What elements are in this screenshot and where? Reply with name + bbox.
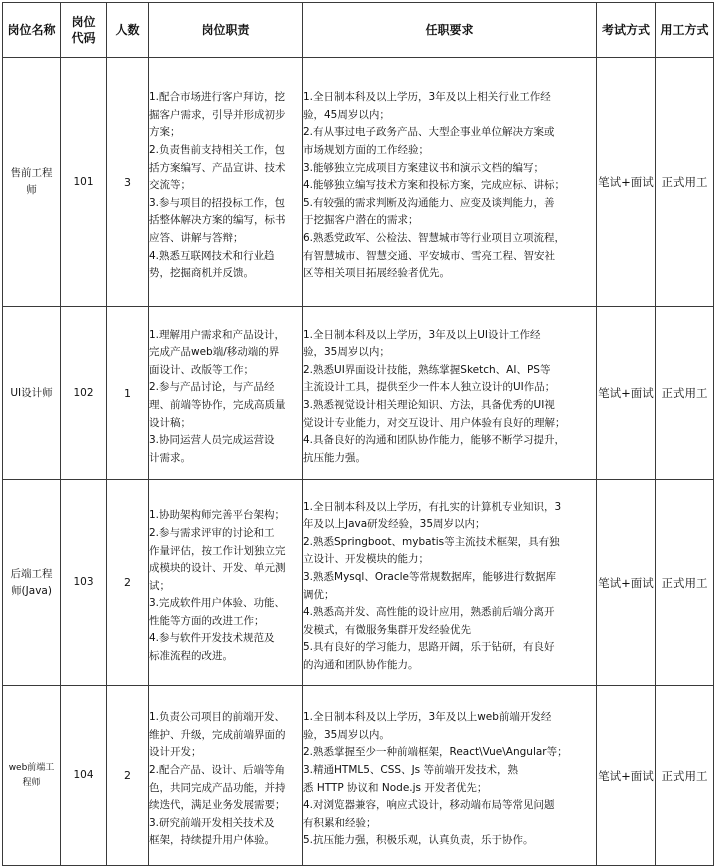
duty-line: 2.参与产品讨论，与产品经 [149,381,275,394]
duty-line: 2.配合产品、设计、后端等角 [149,763,286,776]
requirement-line: 2.熟悉掌握至少一种前端框架，React\Vue\Angular等； [303,746,568,759]
requirement-line: 3.熟悉Mysql、Oracle等常规数据库，能够进行数据库 [303,570,557,583]
duty-line: 1.负责公司项目的前端开发、 [149,711,286,724]
requirement-line: 4.对浏览器兼容，响应式设计，移动端布局等常见问题 [303,799,555,812]
duty-line: 势，挖掘商机并反馈。 [149,267,254,280]
duty-line: 方案； [149,126,181,139]
requirement-line: 5.抗压能力强，积极乐观，认真负责，乐于协作。 [303,834,534,847]
requirements-cell [303,480,597,686]
position-name: 售前工程 师 [3,58,61,307]
requirement-line: 调优； [303,588,335,601]
duty-line: 色，共同完成产品功能，并持 [149,781,286,794]
duty-line: 计需求。 [149,451,191,464]
duties-cell [149,480,303,686]
requirement-line: 有积累和经验； [303,816,377,829]
duty-line: 掘客户需求，引导并形成初步 [149,108,286,121]
requirement-line: 抗压能力强。 [303,451,366,464]
header-code: 岗位 代码 [61,3,107,58]
duty-line: 括方案编写、产品宣讲、技术 [149,161,286,174]
headcount: 2 [107,480,149,686]
requirement-line: 4.熟悉高并发、高性能的设计应用，熟悉前后端分离开 [303,606,555,619]
requirement-line: 区等相关项目拓展经验者优先。 [303,267,450,280]
requirement-line: 1.全日制本科及以上学历，3年及以上UI设计工作经 [303,328,541,341]
requirement-line: 验，45周岁以内； [303,108,390,121]
header-count: 人数 [107,3,149,58]
requirement-line: 发模式，有微服务集群开发经验优先 [303,623,471,636]
requirement-line: 6.熟悉党政军、公检法、智慧城市等行业项目立项流程， [303,231,566,244]
duty-line: 2.参与需求评审的讨论和工 [149,526,275,539]
requirement-line: 3.精通HTML5、CSS、Js 等前端开发技术，熟 [303,763,518,776]
duty-line: 3.研究前端开发相关技术及 [149,816,275,829]
requirement-line: 有智慧城市、智慧交通、平安城市、雪亮工程、智安社 [303,249,555,262]
header-employment: 用工方式 [656,3,714,58]
requirement-line: 立设计、开发模块的能力； [303,553,429,566]
exam-method: 笔试+面试 [597,686,656,866]
duty-line: 试； [149,579,170,592]
employment-type: 正式用工 [656,58,714,307]
requirements-cell [303,307,597,480]
duty-line: 3.协同运营人员完成运营设 [149,434,275,447]
duty-line: 3.参与项目的招投标工作，包 [149,196,286,209]
employment-type: 正式用工 [656,480,714,686]
duty-line: 续迭代，满足业务发展需要； [149,799,286,812]
exam-method: 笔试+面试 [597,58,656,307]
position-code: 101 [61,58,107,307]
header-duty: 岗位职责 [149,3,303,58]
duty-line: 2.负责售前支持相关工作，包 [149,144,286,157]
requirement-line: 觉设计专业能力，对交互设计、用户体验有良好的理解； [303,416,566,429]
duty-line: 括整体解决方案的编写，标书 [149,214,286,227]
requirement-line: 5.有较强的需求判断及沟通能力、应变及谈判能力，善 [303,196,555,209]
requirements-cell [303,58,597,307]
requirement-line: 1.全日制本科及以上学历，3年及以上相关行业工作经 [303,91,551,104]
duty-line: 框架，持续提升用户体验。 [149,834,275,847]
requirement-line: 1.全日制本科及以上学历，3年及以上web前端开发经 [303,711,552,724]
duty-line: 1.协助架构师完善平台架构； [149,509,286,522]
requirement-line: 2.熟悉UI界面设计技能，熟练掌握Sketch、AI、PS等 [303,363,551,376]
position-code: 102 [61,307,107,480]
requirement-line: 的沟通和团队协作能力。 [303,658,419,671]
duty-line: 4.熟悉互联网技术和行业趋 [149,249,275,262]
header-row [3,3,714,58]
duty-line: 完成产品web端/移动端的界 [149,346,280,359]
requirement-line: 4.能够独立编写技术方案和投标方案，完成应标、讲标； [303,179,566,192]
requirement-line: 3.熟悉视觉设计相关理论知识、方法，具备优秀的UI视 [303,399,555,411]
table-row [3,480,714,686]
duty-line: 维护、升级，完成前端界面的 [149,728,286,741]
duty-line: 设计开发； [149,746,202,759]
requirement-line: 4.具备良好的沟通和团队协作能力，能够不断学习提升， [303,434,566,447]
duty-line: 交流等； [149,179,191,192]
table-row [3,58,714,307]
duties-cell [149,686,303,866]
header-requirements: 任职要求 [303,3,597,58]
requirement-line: 2.熟悉Springboot、mybatis等主流技术框架，具有独 [303,535,560,548]
position-code: 104 [61,686,107,866]
requirement-line: 验，35周岁以内； [303,346,390,359]
duty-line: 标准流程的改进。 [149,650,233,663]
headcount: 3 [107,58,149,307]
employment-type: 正式用工 [656,307,714,480]
exam-method: 笔试+面试 [597,307,656,480]
duties-cell [149,58,303,307]
position-name: UI设计师 [3,307,61,480]
duty-line: 1.理解用户需求和产品设计， [149,328,286,341]
duty-line: 作量评估，按工作计划独立完 [149,544,286,557]
position-name: 后端工程 师(Java) [3,480,61,686]
header-name: 岗位名称 [3,3,61,58]
requirement-line: 2.有从事过电子政务产品、大型企事业单位解决方案或 [303,126,555,139]
header-exam: 考试方式 [597,3,656,58]
duty-line: 3.完成软件用户体验、功能、 [149,597,286,610]
exam-method: 笔试+面试 [597,480,656,686]
requirement-line: 3.能够独立完成项目方案建议书和演示文档的编写； [303,161,545,174]
table-row [3,307,714,480]
job-table [2,2,714,866]
employment-type: 正式用工 [656,686,714,866]
duty-line: 应答、讲解与答辩； [149,231,244,244]
requirement-line: 悉 HTTP 协议和 Node.js 开发者优先； [303,781,488,794]
requirement-line: 市场规划方面的工作经验； [303,144,429,157]
duty-line: 成模块的设计、开发、单元测 [149,562,286,575]
duty-line: 4.参与软件开发技术规范及 [149,632,275,645]
position-name: web前端工 程师 [3,686,61,866]
requirement-line: 5.具有良好的学习能力，思路开阔，乐于钻研，有良好 [303,641,555,654]
requirement-line: 验，35周岁以内。 [303,728,390,741]
duties-cell [149,307,303,480]
duty-line: 理、前端等协作，完成高质量 [149,399,286,411]
headcount: 2 [107,686,149,866]
position-code: 103 [61,480,107,686]
requirements-cell [303,686,597,866]
requirement-line: 年及以上Java研发经验，35周岁以内； [303,518,486,531]
duty-line: 性能等方面的改进工作； [149,614,265,627]
headcount: 1 [107,307,149,480]
duty-line: 面设计、改版等工作； [149,363,254,376]
requirement-line: 主流设计工具，提供至少一件本人独立设计的UI作品； [303,381,556,394]
duty-line: 1.配合市场进行客户拜访，挖 [149,91,286,104]
requirement-line: 1.全日制本科及以上学历，有扎实的计算机专业知识，3 [303,500,562,513]
requirement-line: 于挖掘客户潜在的需求； [303,214,419,227]
table-row [3,686,714,866]
duty-line: 设计稿； [149,416,191,429]
